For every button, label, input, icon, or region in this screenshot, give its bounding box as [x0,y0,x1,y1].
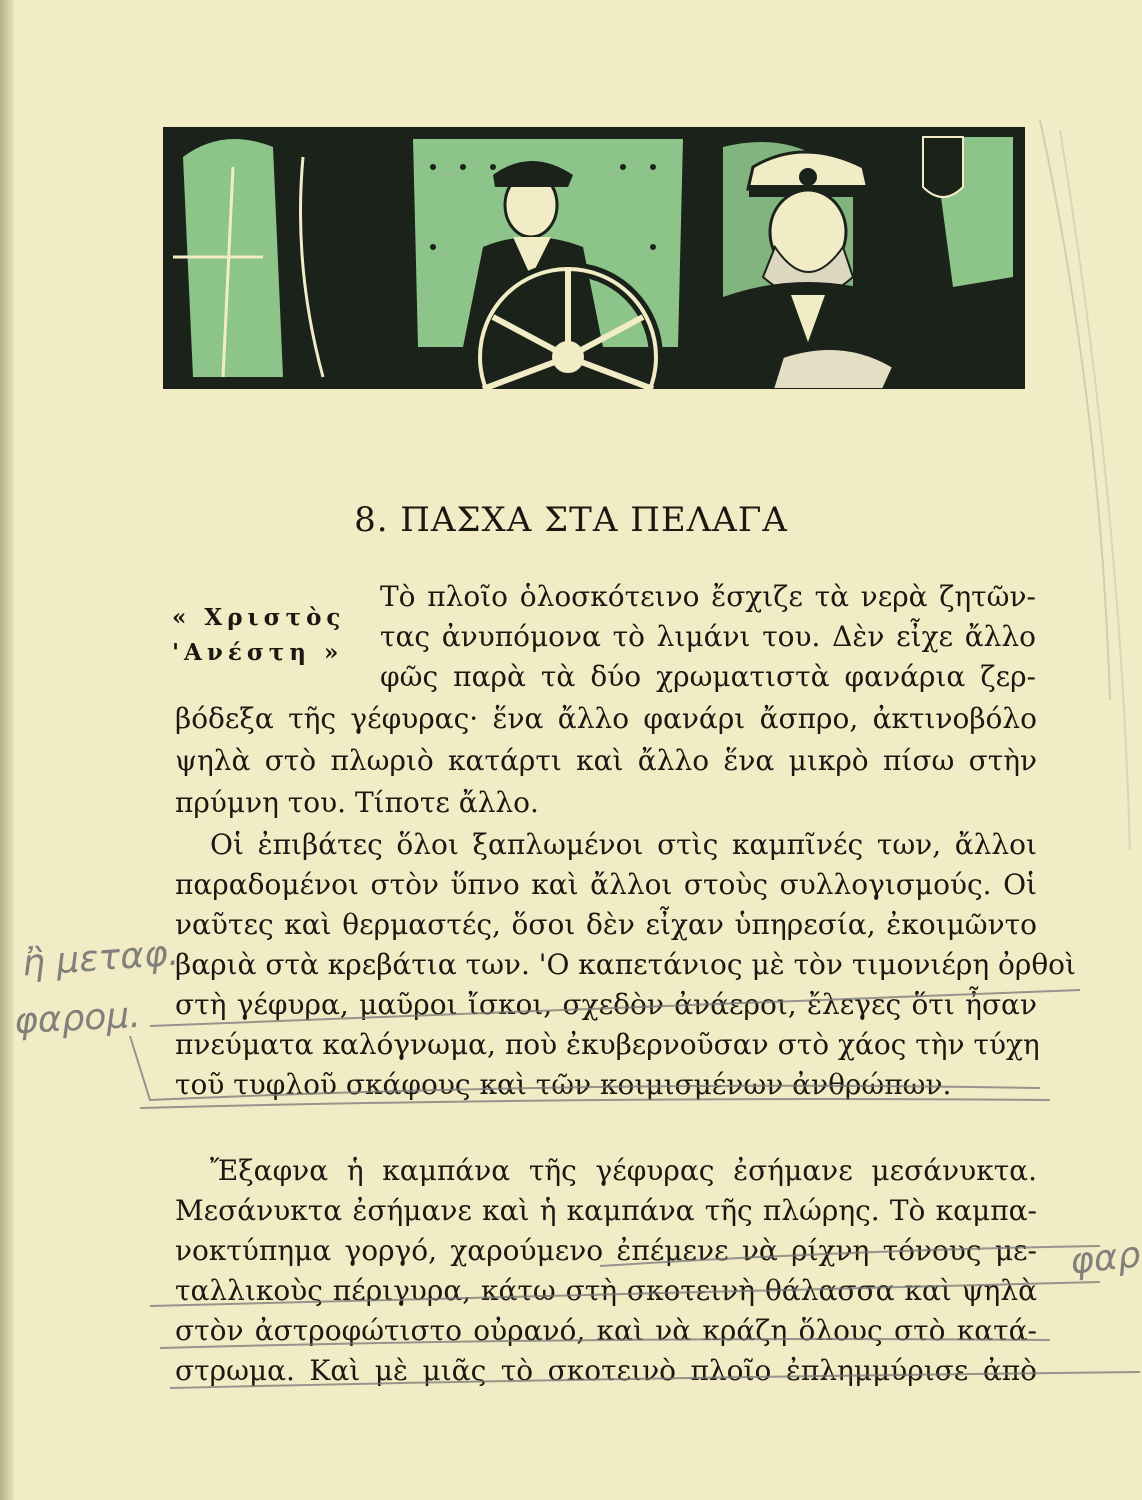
margin-note: φαρομ. [13,994,142,1043]
page-binding-edge [0,0,14,1500]
text-line: στὴ γέφυρα, μαῦροι ἴσκοι, σχεδὸν ἀνάεροι, ἔλεγες ὅτι ἦσαν [175,988,1037,1021]
text-line: παραδομένοι στὸν ὕπνο καὶ ἄλλοι στοὺς συλλογισμούς. Οἱ [175,868,1037,901]
text-line: βόδεξα τῆς γέφυρας· ἕνα ἄλλο φανάρι ἄσπρο, ἀκτινοβόλο [175,702,1037,735]
sidenote-line-1: « Χριστὸς [172,604,346,631]
chapter-sidenote [172,600,345,670]
text-line: στὸν ἀστροφώτιστο οὐρανό, καὶ νὰ κράζη ὅλους στὸ κατά- [175,1314,1037,1347]
text-line: τας ἀνυπόμονα τὸ λιμάνι του. Δὲν εἶχε ἄλλο [380,620,1036,653]
text-line: ταλλικοὺς πέριγυρα, κάτω στὴ σκοτεινὴ θάλασσα καὶ ψηλὰ [175,1274,1037,1307]
text-line: ναῦτες καὶ θερμαστές, ὅσοι δὲν εἶχαν ὑπηρεσία, ἐκοιμῶντο [175,908,1037,941]
text-line: νοκτύπημα γοργό, χαρούμενο ἐπέμενε νὰ ρίχνη τόνους με- [175,1234,1037,1267]
text-line: στρωμα. Καὶ μὲ μιᾶς τὸ σκοτεινὸ πλοῖο ἐπλημμύρισε ἀπὸ [175,1354,1037,1387]
text-line: Ἔξαφνα ἡ καμπάνα τῆς γέφυρας ἐσήμανε μεσάνυκτα. [210,1154,1037,1187]
text-line: πρύμνη του. Τίποτε ἄλλο. [175,786,539,819]
text-line: τοῦ τυφλοῦ σκάφους καὶ τῶν κοιμισμένων ἀνθρώπων. [175,1068,952,1101]
text-line: φῶς παρὰ τὰ δύο χρωματιστὰ φανάρια ζερ- [380,660,1036,693]
text-line: πνεύματα καλόγνωμα, ποὺ ἐκυβερνοῦσαν στὸ χάος τὴν τύχη [175,1028,1040,1061]
chapter-title: 8. ΠΑΣΧΑ ΣΤΑ ΠΕΛΑΓΑ [354,500,788,540]
text-line: βαριὰ στὰ κρεβάτια των. 'Ο καπετάνιος μὲ τὸν τιμονιέρη ὀρθοὶ [175,948,1077,981]
text-line: ψηλὰ στὸ πλωριὸ κατάρτι καὶ ἄλλο ἕνα μικρὸ πίσω στὴν [175,744,1037,777]
sidenote-line-2: 'Ανέστη » [172,639,344,666]
bridge-illustration [163,127,1025,389]
margin-note: ἢ μεταφ. [20,932,181,985]
text-line: Οἱ ἐπιβάτες ὅλοι ξαπλωμένοι στὶς καμπῖνές των, ἄλλοι [210,828,1037,861]
margin-note: φαρ [1068,1234,1142,1283]
text-line: Τὸ πλοῖο ὁλοσκότεινο ἔσχιζε τὰ νερὰ ζητῶν- [380,580,1036,613]
text-line: Μεσάνυκτα ἐσήμανε καὶ ἡ καμπάνα τῆς πλώρης. Τὸ καμπα- [175,1194,1037,1227]
